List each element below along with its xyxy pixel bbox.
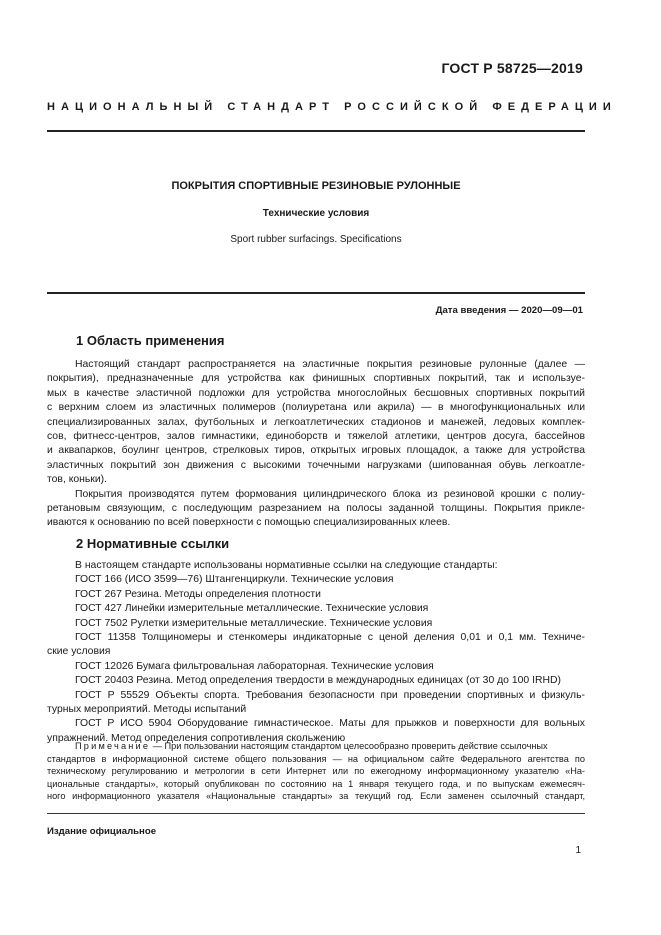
footer-rule (47, 813, 585, 814)
paragraph-line: сов, фитнесс-центров, залов гимнастики, единоборств и тяжелой атлетики, центров досуга, бассейнов (47, 430, 585, 442)
paragraph-line: и аквапарков, боулинг центров, стрелковых тиров, открытых игровых площадок, а также для устройства (47, 445, 585, 457)
paragraph-line: иваются к основанию по всей поверхности с помощью специализированных клеев. (47, 517, 451, 529)
reference-item: ГОСТ 427 Линейки измерительные металлические. Технические условия (75, 603, 429, 615)
standard-number: ГОСТ Р 58725—2019 (441, 60, 583, 76)
reference-item: ГОСТ 11358 Толщиномеры и стенкомеры индикаторные с ценой деления 0,01 и 0,1 мм. Техниче- (75, 631, 585, 643)
page-number: 1 (575, 845, 581, 856)
note-line: циональные стандарты», который опубликован по состоянию на 1 января текущего года, и по выпускам ежемесяч- (47, 778, 585, 789)
note-line: ного информационного указателя «Национальные стандарты» за текущий год. Если заменен ссылочный стандарт, (47, 791, 585, 802)
note-text: — При пользовании настоящим стандартом целесообразно проверить действие ссылочных (150, 741, 548, 751)
reference-item-continued: турных мероприятий. Методы испытаний (47, 703, 247, 715)
effective-date: Дата введения — 2020—09—01 (435, 305, 583, 316)
document-subtitle: Технические условия (262, 208, 370, 219)
reference-item: ГОСТ 7502 Рулетки измерительные металлические. Технические условия (75, 617, 433, 629)
note (47, 740, 585, 803)
document-title-english: Sport rubber surfacings. Specifications (230, 234, 402, 245)
document-title: ПОКРЫТИЯ СПОРТИВНЫЕ РЕЗИНОВЫЕ РУЛОННЫЕ (171, 180, 461, 192)
reference-item: ГОСТ 166 (ИСО 3599—76) Штангенциркули. Технические условия (75, 574, 394, 586)
paragraph-line: Настоящий стандарт распространяется на эластичные покрытия резиновые рулонные (далее — (75, 359, 585, 370)
paragraph-line: с верхним слоем из эластичных полимеров (полиуретана или акрила) — в многофункциональных или (47, 402, 585, 414)
note-first-line (47, 740, 585, 753)
section-1-heading: 1 Область применения (76, 333, 225, 348)
reference-item: ГОСТ 20403 Резина. Метод определения твердости в международных единицах (от 30 до 100 IRHD) (75, 675, 561, 687)
national-standard-heading: НАЦИОНАЛЬНЫЙ СТАНДАРТ РОССИЙСКОЙ ФЕДЕРАЦИИ (47, 101, 617, 113)
references-intro: В настоящем стандарте использованы нормативные ссылки на следующие стандарты: (75, 560, 498, 571)
section-2-heading: 2 Нормативные ссылки (76, 536, 230, 551)
reference-item: ГОСТ Р ИСО 5904 Оборудование гимнастическое. Маты для прыжков и поверхности для вольных (75, 718, 585, 730)
paragraph-line: мых в качестве эластичной подложки для устройства многослойных бесшовных спортивных покрытий (47, 387, 585, 399)
note-label: Примечание (75, 741, 151, 751)
paragraph-line: тов, коньки). (47, 474, 108, 486)
paragraph-line: Покрытия производятся путем формования цилиндрического блока из резиновой крошки с полиу- (75, 488, 585, 500)
section-1-body (47, 358, 585, 531)
reference-item-continued: ские условия (47, 646, 111, 658)
note-line: техническому регулированию и метрологии в сети Интернет или по ежегодному информационному указателю «На- (47, 766, 585, 777)
reference-item: ГОСТ 267 Резина. Методы определения плотности (75, 588, 321, 600)
paragraph-line: покрытия), предназначенные для устройства как финишных спортивных покрытий, так и используе- (47, 373, 585, 385)
reference-item: ГОСТ 12026 Бумага фильтровальная лабораторная. Технические условия (75, 660, 434, 672)
reference-item-continued: упражнений. Метод определения сопротивления скольжению (47, 732, 346, 744)
title-rule (47, 292, 585, 294)
note-line: стандартов в информационной системе общего пользования — на официальном сайте Федерального агентства по (47, 753, 585, 764)
reference-item: ГОСТ Р 55529 Объекты спорта. Требования безопасности при проведении спортивных и физкуль- (75, 689, 585, 701)
section-2-body (47, 559, 585, 746)
paragraph-line: эластичных покрытий зон движения с высокими точечными нагрузками (шипованная обувь легкоатле- (47, 459, 585, 471)
paragraph-line: специализированных залах, футбольных и легкоатлетических стадионов и манежей, ледовых комплек- (47, 416, 585, 428)
header-rule (47, 130, 585, 132)
paragraph-line: ретановым связующим, с последующим разрезанием на полосы заданной толщины. Покрытия прикле- (47, 502, 585, 514)
edition-label: Издание официальное (47, 826, 157, 837)
